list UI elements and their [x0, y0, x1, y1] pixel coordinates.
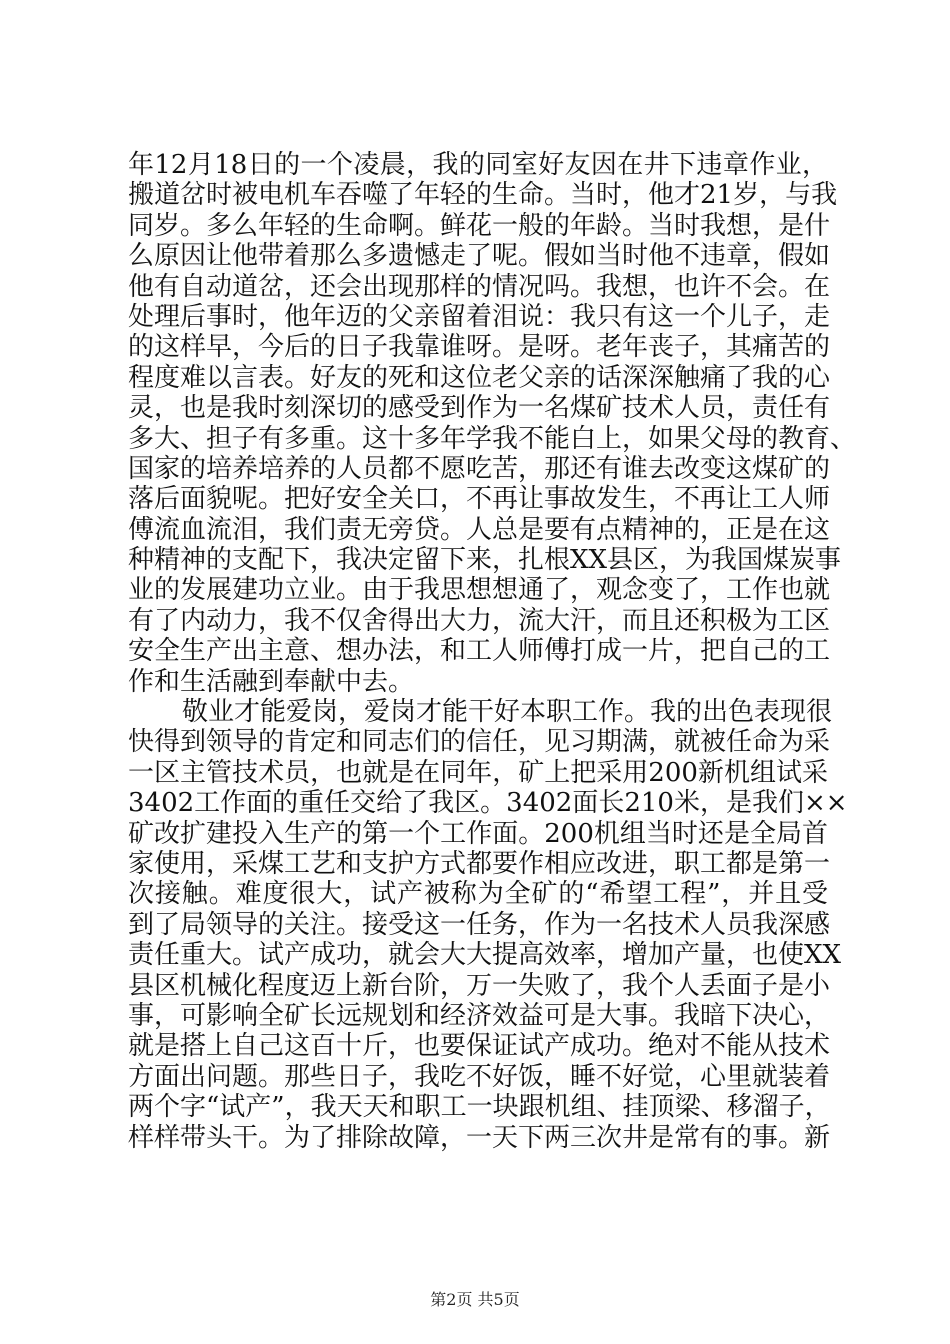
text-line: 他有自动道岔，还会出现那样的情况吗。我想，也许不会。在 — [128, 271, 831, 302]
text-line: 作和生活融到奉献中去。 — [128, 666, 415, 697]
text-line: 到了局领导的关注。接受这一任务，作为一名技术人员我深感 — [128, 909, 831, 940]
text-line: 方面出问题。那些日子，我吃不好饭，睡不好觉，心里就装着 — [128, 1061, 831, 1092]
text-line: 次接触。难度很大，试产被称为全矿的“希望工程”，并且受 — [128, 879, 828, 910]
text-line: 搬道岔时被电机车吞噬了年轻的生命。当时，他才21岁，与我 — [128, 180, 838, 211]
body-text — [128, 150, 857, 1153]
text-line: 年12月18日的一个凌晨，我的同室好友因在井下违章作业， — [128, 150, 828, 180]
text-line: 灵，也是我时刻深切的感受到作为一名煤矿技术人员，责任有 — [128, 393, 831, 424]
text-line: 两个字“试产”，我天天和职工一块跟机组、挂顶梁、移溜子， — [128, 1092, 831, 1123]
text-line: 事，可影响全矿长远规划和经济效益可是大事。我暗下决心， — [128, 1000, 831, 1031]
text-line: 责任重大。试产成功，就会大大提高效率，增加产量，也使XX — [128, 940, 842, 971]
text-line: 一区主管技术员，也就是在同年，矿上把采用200新机组试采 — [128, 757, 828, 788]
text-line: 么原因让他带着那么多遗憾走了呢。假如当时他不违章，假如 — [128, 241, 831, 272]
text-line: 的这样早，今后的日子我靠谁呀。是呀。老年丧子，其痛苦的 — [128, 332, 831, 363]
text-line: 国家的培养培养的人员都不愿吃苦，那还有谁去改变这煤矿的 — [128, 453, 831, 484]
text-line: 同岁。多么年轻的生命啊。鲜花一般的年龄。当时我想，是什 — [128, 210, 831, 241]
text-line: 多大、担子有多重。这十多年学我不能白上，如果父母的教育、 — [128, 423, 857, 454]
text-line: 程度难以言表。好友的死和这位老父亲的话深深触痛了我的心 — [128, 362, 831, 393]
text-line: 样样带头干。为了排除故障，一天下两三次井是常有的事。新 — [128, 1122, 831, 1153]
text-line: 矿改扩建投入生产的第一个工作面。200机组当时还是全局首 — [128, 818, 828, 849]
page-footer — [0, 1290, 950, 1310]
page-number-label: 第2页 共5页 — [430, 1290, 520, 1309]
text-line: 县区机械化程度迈上新台阶，万一失败了，我个人丢面子是小 — [128, 970, 831, 1001]
text-line: 3402工作面的重任交给了我区。3402面长210米，是我们×× — [128, 788, 848, 819]
text-line: 安全生产出主意、想办法，和工人师傅打成一片，把自己的工 — [128, 636, 831, 667]
text-line: 快得到领导的肯定和同志们的信任，见习期满，就被任命为采 — [128, 727, 831, 758]
text-line: 家使用，采煤工艺和支护方式都要作相应改进，职工都是第一 — [128, 848, 831, 879]
text-line: 傅流血流泪，我们责无旁贷。人总是要有点精神的，正是在这 — [128, 514, 831, 545]
text-line: 处理后事时，他年迈的父亲留着泪说：我只有这一个儿子，走 — [128, 301, 831, 332]
text-line: 就是搭上自己这百十斤，也要保证试产成功。绝对不能从技术 — [128, 1031, 831, 1062]
paragraph-first-line: 敬业才能爱岗，爱岗才能干好本职工作。我的出色表现很 — [182, 697, 833, 728]
text-line: 业的发展建功立业。由于我思想想通了，观念变了，工作也就 — [128, 575, 831, 606]
text-line: 有了内动力，我不仅舍得出大力，流大汗，而且还积极为工区 — [128, 605, 831, 636]
text-line: 落后面貌呢。把好安全关口，不再让事故发生，不再让工人师 — [128, 484, 831, 515]
text-line: 种精神的支配下，我决定留下来，扎根XX县区，为我国煤炭事 — [128, 545, 842, 576]
